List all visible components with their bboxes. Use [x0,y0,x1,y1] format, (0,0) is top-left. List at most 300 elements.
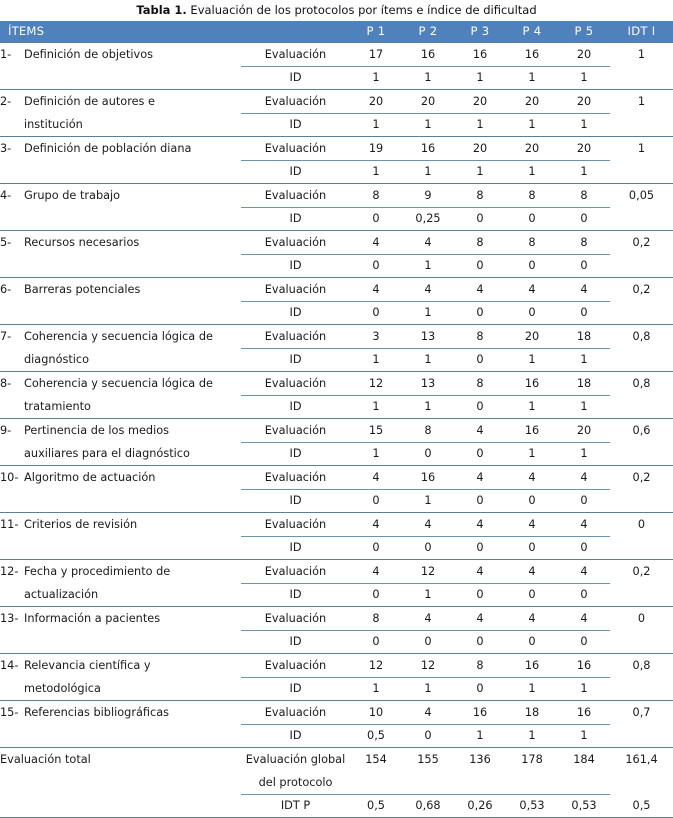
cell-id-p3: 1 [454,66,506,90]
table-row [0,466,673,490]
row-kind-evaluacion: Evaluación [241,513,350,537]
table-row [0,278,673,302]
table-row [0,489,673,513]
cell-eval-p3: 8 [454,325,506,349]
cell-total-p1: 154 [350,748,402,772]
cell-id-p2: 0 [402,724,454,748]
cell-id-p5: 0 [558,536,610,560]
cell-idt-i-blank [610,583,673,607]
item-label-cell [0,90,241,114]
item-text: Definición de autores e [24,95,155,108]
cell-id-p2: 1 [402,66,454,90]
item-label-continuation [0,348,241,372]
item-label-cell [0,372,241,396]
cell-idt-i: 0 [610,513,673,537]
cell-eval-p3: 4 [454,419,506,443]
cell-idt-i: 0,2 [610,466,673,490]
cell-id-p3: 0 [454,301,506,325]
cell-eval-p5: 16 [558,654,610,678]
cell-id-p1: 1 [350,160,402,184]
cell-id-p5: 1 [558,724,610,748]
row-kind-id: ID [241,536,350,560]
cell-idtp-p3: 0,26 [454,794,506,817]
cell-idt-i-blank [610,254,673,278]
row-kind-idtp: IDT P [241,794,350,817]
total-row-continuation [0,771,673,794]
cell-idt-i-blank [610,160,673,184]
item-number: 15- [0,706,19,719]
cell-eval-p3: 8 [454,184,506,208]
item-text: Grupo de trabajo [24,189,121,202]
item-label-cell [0,231,241,255]
cell-eval-p4: 18 [506,701,558,725]
cell-idt-i-blank [610,348,673,372]
header-p5: P 5 [558,21,610,43]
item-label-cell [0,560,241,584]
cell-eval-p1: 4 [350,466,402,490]
row-kind-evaluacion: Evaluación [241,372,350,396]
table-row [0,348,673,372]
cell-id-p3: 0 [454,442,506,466]
cell-total-idt-blank [610,771,673,794]
table-row [0,607,673,631]
cell-eval-p1: 12 [350,654,402,678]
item-label-continuation [0,395,241,419]
row-kind-id: ID [241,489,350,513]
cell-eval-p2: 4 [402,231,454,255]
table-row [0,301,673,325]
cell-total-blank-p1 [350,771,402,794]
header-p3: P 3 [454,21,506,43]
table-row [0,372,673,396]
cell-eval-p3: 8 [454,231,506,255]
cell-id-p4: 1 [506,160,558,184]
cell-id-p2: 1 [402,583,454,607]
cell-id-p3: 0 [454,395,506,419]
table-caption-text: Evaluación de los protocolos por ítems e índice de dificultad [186,3,537,17]
cell-eval-p3: 20 [454,137,506,161]
cell-id-p2: 1 [402,254,454,278]
cell-total-p4: 178 [506,748,558,772]
cell-id-p2: 1 [402,301,454,325]
cell-eval-p5: 8 [558,184,610,208]
item-label-continuation [0,160,241,184]
cell-idt-i: 0,2 [610,231,673,255]
item-label-continuation [0,677,241,701]
item-label-continuation [0,724,241,748]
row-kind-evaluacion: Evaluación [241,90,350,114]
cell-id-p4: 1 [506,113,558,137]
cell-id-p4: 1 [506,442,558,466]
cell-idt-i-blank [610,207,673,231]
cell-idtp-p5: 0,53 [558,794,610,817]
cell-id-p1: 1 [350,442,402,466]
item-number: 12- [0,565,19,578]
item-number: 4- [0,189,12,202]
cell-eval-p5: 16 [558,701,610,725]
cell-id-p5: 1 [558,348,610,372]
cell-id-p3: 1 [454,160,506,184]
cell-eval-p5: 4 [558,278,610,302]
row-kind-id: ID [241,677,350,701]
evaluation-table [0,21,673,817]
table-row [0,536,673,560]
table-caption [0,0,673,21]
item-label-cell [0,513,241,537]
cell-idtp-p4: 0,53 [506,794,558,817]
cell-idt-i-blank [610,395,673,419]
cell-id-p1: 1 [350,395,402,419]
cell-id-p3: 0 [454,583,506,607]
cell-eval-p2: 20 [402,90,454,114]
cell-total-blank-p2 [402,771,454,794]
cell-idtp-p2: 0,68 [402,794,454,817]
table-row [0,677,673,701]
item-label-cell [0,654,241,678]
cell-id-p1: 1 [350,348,402,372]
cell-eval-p1: 4 [350,278,402,302]
cell-total-blank-p4 [506,771,558,794]
cell-id-p5: 1 [558,66,610,90]
table-row [0,113,673,137]
header-p4: P 4 [506,21,558,43]
cell-id-p4: 0 [506,536,558,560]
cell-eval-p2: 4 [402,607,454,631]
cell-eval-p2: 4 [402,701,454,725]
item-label-continuation [0,66,241,90]
cell-idt-i: 1 [610,137,673,161]
cell-eval-p4: 4 [506,560,558,584]
item-number: 5- [0,236,12,249]
row-kind-evaluacion: Evaluación [241,184,350,208]
cell-eval-p5: 20 [558,90,610,114]
cell-id-p4: 0 [506,301,558,325]
item-number: 8- [0,377,12,390]
table-row [0,442,673,466]
cell-eval-p2: 12 [402,560,454,584]
item-text: Información a pacientes [24,612,161,625]
item-text: Algoritmo de actuación [24,471,156,484]
row-kind-evaluacion: Evaluación [241,560,350,584]
cell-id-p1: 0 [350,583,402,607]
table-row [0,90,673,114]
cell-idt-i: 0,7 [610,701,673,725]
cell-id-p4: 1 [506,677,558,701]
cell-idt-i-blank [610,677,673,701]
row-kind-id: ID [241,724,350,748]
row-kind-id: ID [241,160,350,184]
row-kind-id: ID [241,207,350,231]
row-kind-id: ID [241,113,350,137]
cell-id-p4: 0 [506,254,558,278]
cell-idt-i: 1 [610,90,673,114]
item-text: Referencias bibliográficas [24,706,170,719]
cell-id-p1: 1 [350,677,402,701]
cell-eval-p2: 4 [402,513,454,537]
cell-eval-p1: 20 [350,90,402,114]
cell-idt-i: 0 [610,607,673,631]
cell-eval-p3: 16 [454,43,506,67]
cell-eval-p4: 20 [506,325,558,349]
row-kind-id: ID [241,583,350,607]
cell-eval-p2: 8 [402,419,454,443]
cell-eval-p3: 4 [454,278,506,302]
cell-id-p3: 0 [454,677,506,701]
table-row [0,630,673,654]
cell-id-p3: 0 [454,536,506,560]
cell-eval-p1: 10 [350,701,402,725]
cell-id-p5: 0 [558,489,610,513]
cell-idtp-idt-i: 0,5 [632,799,651,812]
cell-id-p2: 0,25 [402,207,454,231]
table-row [0,513,673,537]
item-label-continuation [0,254,241,278]
cell-id-p5: 1 [558,160,610,184]
row-kind-id: ID [241,66,350,90]
item-number: 7- [0,330,12,343]
cell-total-idt-i: 161,4 [610,748,673,772]
cell-idtp-p1: 0,5 [350,794,402,817]
cell-eval-p4: 20 [506,137,558,161]
table-row [0,701,673,725]
cell-eval-p1: 4 [350,560,402,584]
cell-eval-p2: 9 [402,184,454,208]
cell-id-p5: 0 [558,254,610,278]
row-kind-id: ID [241,301,350,325]
item-text: Coherencia y secuencia lógica de [24,377,213,390]
cell-id-p1: 1 [350,113,402,137]
row-kind-evaluacion: Evaluación [241,701,350,725]
cell-eval-p3: 8 [454,654,506,678]
cell-eval-p5: 4 [558,513,610,537]
cell-id-p2: 1 [402,677,454,701]
cell-eval-p3: 8 [454,372,506,396]
cell-eval-p4: 4 [506,278,558,302]
cell-id-p3: 1 [454,724,506,748]
row-kind-evaluacion: Evaluación [241,607,350,631]
item-label-cell [0,466,241,490]
cell-id-p4: 0 [506,630,558,654]
cell-id-p2: 1 [402,395,454,419]
item-number: 10- [0,471,19,484]
item-text-line2: auxiliares para el diagnóstico [24,447,190,460]
table-row [0,66,673,90]
cell-eval-p5: 20 [558,419,610,443]
table-row [0,43,673,67]
cell-id-p2: 0 [402,442,454,466]
cell-id-p1: 0 [350,630,402,654]
cell-eval-p3: 4 [454,560,506,584]
item-text-line2: actualización [24,588,99,601]
cell-eval-p1: 4 [350,513,402,537]
table-row [0,560,673,584]
cell-id-p1: 0 [350,536,402,560]
cell-eval-p5: 4 [558,560,610,584]
row-kind-evaluacion: Evaluación [241,278,350,302]
cell-idt-i: 0,2 [610,278,673,302]
cell-eval-p4: 16 [506,654,558,678]
cell-idt-i-blank [610,301,673,325]
cell-id-p4: 0 [506,583,558,607]
cell-eval-p4: 20 [506,90,558,114]
cell-id-p5: 1 [558,442,610,466]
cell-id-p4: 0 [506,489,558,513]
cell-id-p3: 0 [454,254,506,278]
item-text-line2: tratamiento [24,400,91,413]
item-label-cell [0,278,241,302]
table-row [0,395,673,419]
cell-eval-p2: 13 [402,325,454,349]
cell-id-p4: 1 [506,395,558,419]
cell-eval-p5: 20 [558,137,610,161]
cell-idt-i-blank [610,489,673,513]
cell-id-p5: 1 [558,113,610,137]
cell-eval-p3: 4 [454,607,506,631]
cell-eval-p1: 8 [350,607,402,631]
header-kind [241,21,350,43]
item-text: Barreras potenciales [24,283,141,296]
total-label-blank [0,771,241,794]
header-idt-i: IDT I [610,21,673,43]
cell-eval-p2: 16 [402,43,454,67]
table-row [0,137,673,161]
cell-id-p1: 0 [350,301,402,325]
item-number: 1- [0,48,12,61]
item-text-line2: institución [24,118,83,131]
cell-idt-i-blank [610,630,673,654]
cell-eval-p4: 16 [506,419,558,443]
cell-idt-i-blank [610,66,673,90]
item-text: Criterios de revisión [24,518,138,531]
cell-total-p3: 136 [454,748,506,772]
row-kind-evaluacion: Evaluación [241,419,350,443]
total-row [0,748,673,772]
total-label: Evaluación total [0,748,241,772]
cell-eval-p1: 4 [350,231,402,255]
cell-idt-i: 0,8 [610,372,673,396]
item-number: 11- [0,518,19,531]
cell-eval-p1: 8 [350,184,402,208]
row-kind-id: ID [241,254,350,278]
item-label-continuation [0,630,241,654]
item-label-cell [0,325,241,349]
cell-id-p3: 0 [454,348,506,372]
table-row [0,207,673,231]
item-text-line2: diagnóstico [24,353,90,366]
cell-id-p5: 1 [558,395,610,419]
cell-eval-p2: 13 [402,372,454,396]
idtp-row [0,794,673,817]
cell-eval-p4: 4 [506,607,558,631]
cell-id-p1: 1 [350,66,402,90]
cell-idt-i: 0,6 [610,419,673,443]
cell-eval-p1: 15 [350,419,402,443]
row-kind-id: ID [241,630,350,654]
item-label-continuation [0,207,241,231]
cell-eval-p4: 4 [506,513,558,537]
cell-eval-p2: 4 [402,278,454,302]
table-row [0,325,673,349]
item-text: Fecha y procedimiento de [24,565,171,578]
cell-eval-p2: 12 [402,654,454,678]
cell-idt-i: 0,05 [610,184,673,208]
total-kind-line2: del protocolo [258,776,333,789]
cell-id-p3: 0 [454,207,506,231]
row-kind-evaluacion: Evaluación [241,325,350,349]
item-label-continuation [0,442,241,466]
item-label-continuation [0,113,241,137]
item-text: Definición de población diana [24,142,192,155]
row-kind-evaluacion: Evaluación [241,466,350,490]
table-header-row [0,21,673,43]
item-label-continuation [0,583,241,607]
cell-id-p4: 1 [506,724,558,748]
cell-id-p2: 0 [402,536,454,560]
cell-id-p3: 1 [454,113,506,137]
item-text: Recursos necesarios [24,236,140,249]
item-number: 3- [0,142,12,155]
table-row [0,254,673,278]
item-label-cell [0,43,241,67]
cell-id-p3: 0 [454,630,506,654]
cell-eval-p1: 12 [350,372,402,396]
cell-eval-p4: 8 [506,231,558,255]
item-number: 9- [0,424,12,437]
cell-eval-p5: 8 [558,231,610,255]
row-kind-evaluacion: Evaluación [241,43,350,67]
row-kind-evaluacion: Evaluación [241,231,350,255]
cell-idt-i: 0,8 [610,654,673,678]
item-text: Pertinencia de los medios [24,424,170,437]
cell-id-p2: 1 [402,489,454,513]
cell-id-p3: 0 [454,489,506,513]
cell-idt-i-blank [610,113,673,137]
header-p1: P 1 [350,21,402,43]
cell-eval-p3: 16 [454,701,506,725]
cell-eval-p4: 8 [506,184,558,208]
row-kind-id: ID [241,395,350,419]
cell-eval-p3: 4 [454,513,506,537]
cell-eval-p3: 4 [454,466,506,490]
header-items: ÍTEMS [0,21,241,43]
cell-id-p5: 0 [558,301,610,325]
row-kind-id: ID [241,348,350,372]
table-body [0,43,673,818]
item-label-cell [0,701,241,725]
table-row [0,583,673,607]
cell-id-p5: 1 [558,677,610,701]
item-number: 6- [0,283,12,296]
cell-eval-p4: 4 [506,466,558,490]
cell-idt-i-blank [610,724,673,748]
cell-eval-p4: 16 [506,372,558,396]
cell-total-p2: 155 [402,748,454,772]
cell-total-blank-p5 [558,771,610,794]
cell-idt-i: 0,8 [610,325,673,349]
cell-id-p5: 0 [558,630,610,654]
cell-idt-i-blank [610,536,673,560]
item-label-cell [0,419,241,443]
cell-total-blank-p3 [454,771,506,794]
item-text: Definición de objetivos [24,48,154,61]
cell-eval-p5: 18 [558,325,610,349]
cell-id-p2: 0 [402,630,454,654]
cell-id-p1: 0 [350,489,402,513]
table-caption-prefix: Tabla 1. [136,3,187,17]
row-kind-evaluacion: Evaluación [241,137,350,161]
item-label-continuation [0,301,241,325]
total-kind-line1: Evaluación global [241,748,350,772]
